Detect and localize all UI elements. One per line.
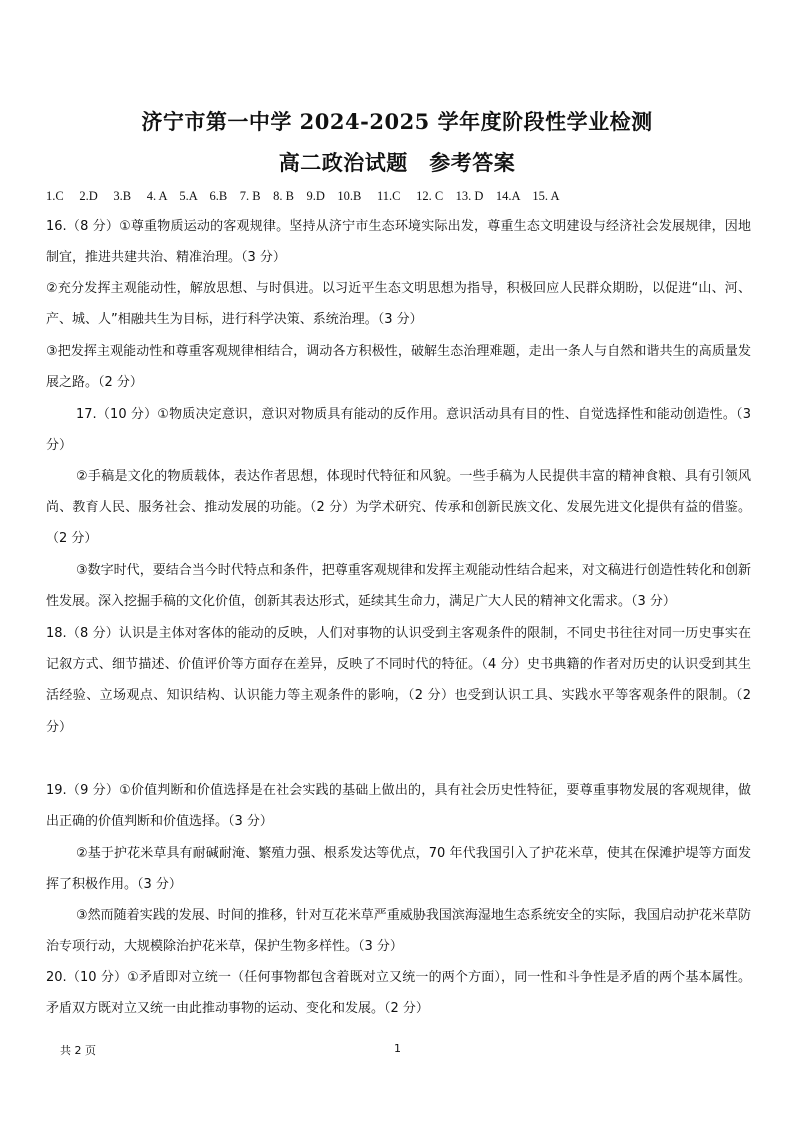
answer-19-point-2: ②基于护花米草具有耐碱耐淹、繁殖力强、根系发达等优点，70 年代我国引入了护花米草，使其在保滩护堤等方面发挥了积极作用。（3 分） [46,846,751,893]
answer-16-point-3: ③把发挥主观能动性和尊重客观规律相结合，调动各方积极性，破解生态治理难题，走出一条人与自然和谐共生的高质量发展之路。（2 分） [46,344,751,391]
answer-20-point-1: 20.（10 分）①矛盾即对立统一（任何事物都包含着既对立又统一的两个方面），同一性和斗争性是矛盾的两个基本属性。矛盾双方既对立又统一由此推动事物的运动、变化和发展。（2 分） [46,970,751,1017]
page-number: 1 [394,1042,401,1055]
page-subtitle: 高二政治试题 参考答案 [278,150,516,175]
answer-19-point-3: ③然而随着实践的发展、时间的推移，针对互花米草严重威胁我国滨海湿地生态系统安全的实际，我国启动护花米草防治专项行动，大规模除治护花米草，保护生物多样性。（3 分） [46,908,751,955]
answer-17-point-2: ②手稿是文化的物质载体，表达作者思想，体现时代特征和风貌。一些手稿为人民提供丰富的精神食粮、具有引领风尚、教育人民、服务社会、推动发展的功能。（2 分）为学术研究、传承和创新民族文化、发展先进文化提供有益的借鉴。（2 分） [46,469,751,547]
answer-18: 18.（8 分）认识是主体对客体的能动的反映，人们对事物的认识受到主客观条件的限制，不同史书往往对同一历史事实在记叙方式、细节描述、价值评价等方面存在差异，反映了不同时代的特征。（4 分）史书典籍的作者对历史的认识受到其生活经验、立场观点、知识结构、认识能力等主观条件的影响，（2 分）也受到认识工具、实践水平等客观条件的限制。（2 分） [46,626,751,735]
answer-16-point-2: ②充分发挥主观能动性，解放思想、与时俱进。以习近平生态文明思想为指导，积极回应人民群众期盼，以促进“山、河、产、城、人”相融共生为目标，进行科学决策、系统治理。（3 分） [46,281,751,328]
answer-17-point-3: ③数字时代，要结合当今时代特点和条件，把尊重客观规律和发挥主观能动性结合起来，对文稿进行创造性转化和创新性发展。深入挖掘手稿的文化价值，创新其表达形式，延续其生命力，满足广大人民的精神文化需求。（3 分） [46,563,751,610]
answer-17-point-1: 17.（10 分）①物质决定意识，意识对物质具有能动的反作用。意识活动具有目的性、自觉选择性和能动创造性。（3 分） [46,407,751,454]
page-title: 济宁市第一中学 2024-2025 学年度阶段性学业检测 [141,109,653,134]
answer-19-point-1: 19.（9 分）①价值判断和价值选择是在社会实践的基础上做出的，具有社会历史性特征，要尊重事物发展的客观规律，做出正确的价值判断和价值选择。（3 分） [46,783,751,830]
page-count: 共 2 页 [60,1044,96,1057]
multiple-choice-answers: 1.C 2.D 3.B 4. A 5.A 6.B 7. B 8. B 9.D 10.B 11.C 12. C 13. D 14.A 15. A [46,189,560,203]
answer-16-point-1: 16.（8 分）①尊重物质运动的客观规律。坚持从济宁市生态环境实际出发，尊重生态文明建设与经济社会发展规律，因地制宜，推进共建共治、精准治理。（3 分） [46,219,751,266]
